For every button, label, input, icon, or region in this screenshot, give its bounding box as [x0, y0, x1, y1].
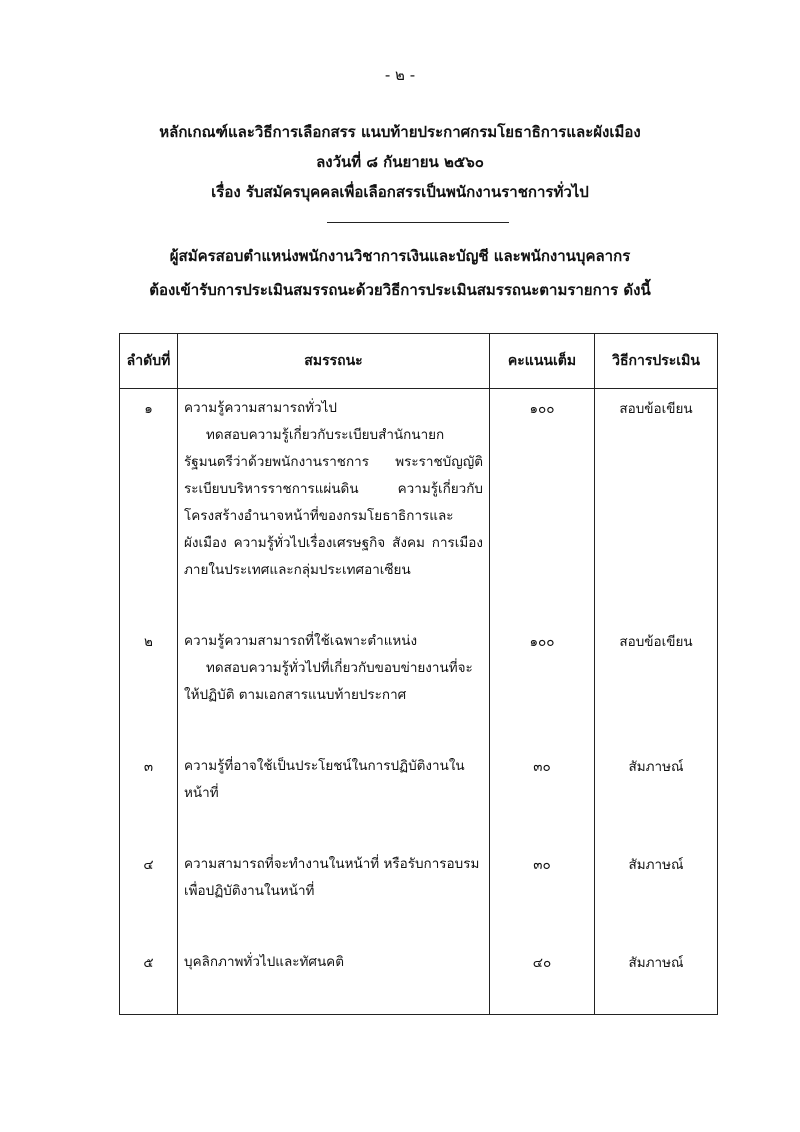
- row-score: ๓๐: [490, 845, 595, 905]
- row-score: ๓๐: [490, 747, 595, 807]
- table-row: [120, 943, 718, 976]
- row-no: ๒: [120, 622, 178, 709]
- row-spacer: [120, 807, 718, 845]
- row-score: ๑๐๐: [490, 622, 595, 709]
- intro-line-1: ผู้สมัครสอบตำแหน่งพนักงานวิชาการเงินและบัญชี และพนักงานบุคลากร: [169, 247, 631, 265]
- table-header-row: [120, 334, 718, 389]
- row-detail: ทดสอบความรู้ทั่วไปที่เกี่ยวกับขอบข่ายงานที่จะให้ปฏิบัติ ตามเอกสารแนบท้ายประกาศ: [184, 660, 473, 703]
- row-method: สัมภาษณ์: [595, 747, 718, 807]
- row-competency: [178, 943, 490, 976]
- row-title: ความสามารถที่จะทำงานในหน้าที่ หรือรับการอบรมเพื่อปฏิบัติงานในหน้าที่: [184, 856, 480, 899]
- row-title: ความรู้ความสามารถทั่วไป: [184, 400, 337, 416]
- row-method: สัมภาษณ์: [595, 943, 718, 976]
- header-full-score: คะแนนเต็ม: [490, 334, 595, 389]
- page-number: - ๒ -: [384, 66, 416, 84]
- row-detail: ทดสอบความรู้เกี่ยวกับระเบียบสำนักนายกรัฐมนตรีว่าด้วยพนักงานราชการ พระราชบัญญัติระเบียบบริหารราชการแผ่นดิน ความรู้เกี่ยวกับโครงสร้างอำนาจหน้าที่ของกรมโยธาธิการและผังเมือง ความรู้ทั่วไปเรื่องเศรษฐกิจ สังคม การเมืองภายในประเทศและกลุ่มประเทศอาเซียน: [184, 427, 483, 578]
- intro-line-2: ต้องเข้ารับการประเมินสมรรถนะด้วยวิธีการประเมินสมรรถนะตามรายการ ดังนี้: [149, 281, 651, 299]
- document-subject: เรื่อง รับสมัครบุคคลเพื่อเลือกสรรเป็นพนักงานราชการทั่วไป: [211, 183, 589, 201]
- header-separator: [327, 222, 509, 223]
- row-no: ๔: [120, 845, 178, 905]
- header-no: ลำดับที่: [120, 334, 178, 389]
- row-spacer: [120, 709, 718, 747]
- row-no: ๓: [120, 747, 178, 807]
- header-method: วิธีการประเมิน: [595, 334, 718, 389]
- table-row: [120, 389, 718, 585]
- table-row: [120, 622, 718, 709]
- row-competency: [178, 622, 490, 709]
- row-competency: [178, 845, 490, 905]
- table-row: [120, 845, 718, 905]
- row-method: สอบข้อเขียน: [595, 389, 718, 585]
- row-title: บุคลิกภาพทั่วไปและทัศนคติ: [184, 954, 344, 970]
- row-competency: [178, 747, 490, 807]
- row-competency: [178, 389, 490, 585]
- table-row: [120, 747, 718, 807]
- header-competency: สมรรถนะ: [178, 334, 490, 389]
- row-method: สอบข้อเขียน: [595, 622, 718, 709]
- row-score: ๔๐: [490, 943, 595, 976]
- row-method: สัมภาษณ์: [595, 845, 718, 905]
- row-spacer: [120, 905, 718, 943]
- row-title: ความรู้ความสามารถที่ใช้เฉพาะตำแหน่ง: [184, 633, 418, 649]
- row-title: ความรู้ที่อาจใช้เป็นประโยชน์ในการปฏิบัติงานในหน้าที่: [184, 758, 465, 801]
- row-no: ๕: [120, 943, 178, 976]
- row-score: ๑๐๐: [490, 389, 595, 585]
- row-spacer: [120, 976, 718, 1015]
- document-title: หลักเกณฑ์และวิธีการเลือกสรร แนบท้ายประกาศกรมโยธาธิการและผังเมือง: [159, 123, 641, 141]
- document-date: ลงวันที่ ๘ กันยายน ๒๕๖๐: [316, 153, 484, 171]
- competency-table: [119, 333, 718, 1015]
- row-spacer: [120, 584, 718, 622]
- row-no: ๑: [120, 389, 178, 585]
